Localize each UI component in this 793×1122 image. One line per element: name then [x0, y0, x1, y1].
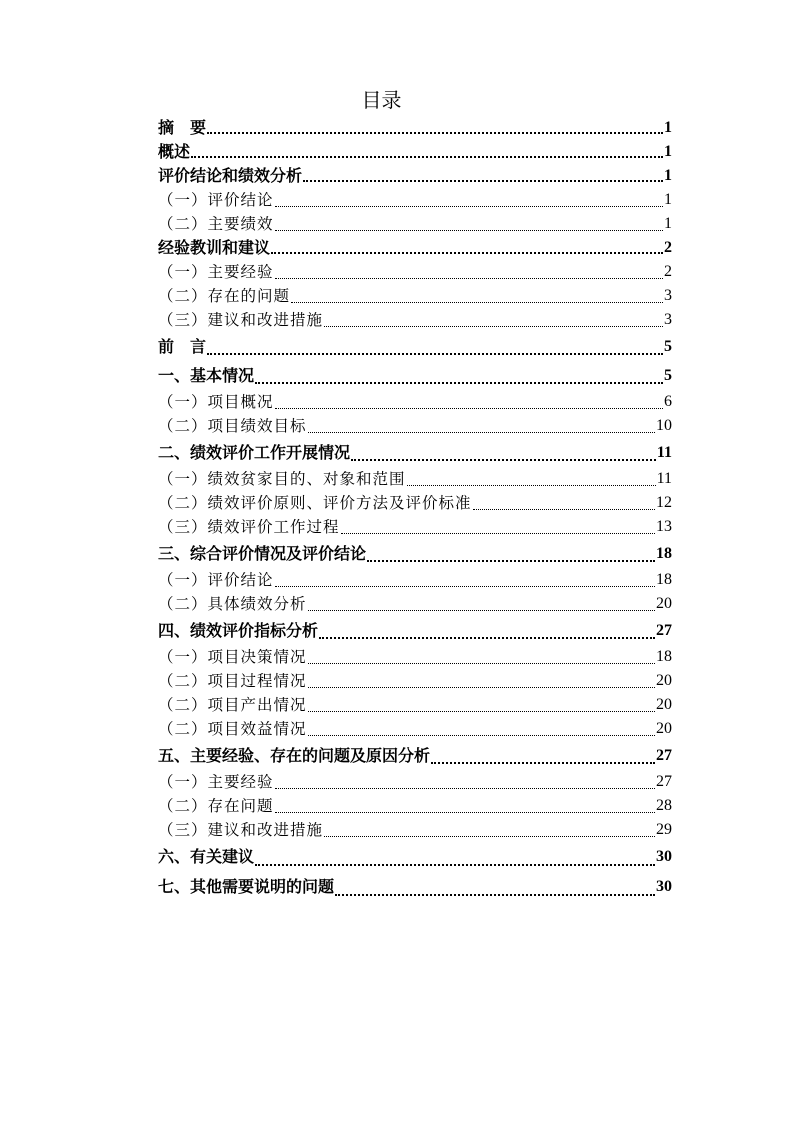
toc-entry-label: 七、其他需要说明的问题: [158, 877, 335, 896]
toc-entry[interactable]: [158, 116, 672, 140]
toc-page-number: 1: [664, 191, 672, 208]
toc-entry-label: （一）主要经验: [158, 773, 274, 791]
toc-entry[interactable]: [158, 645, 672, 669]
toc-page-number: 20: [656, 672, 672, 689]
toc-entry-label: （一）项目概况: [158, 393, 274, 411]
toc-page-number: 3: [664, 311, 672, 328]
toc-entry[interactable]: [158, 438, 672, 467]
toc-entry[interactable]: [158, 361, 672, 390]
toc-page-number: 18: [656, 571, 672, 588]
dot-leader: [275, 812, 655, 813]
toc-entry[interactable]: [158, 717, 672, 741]
toc-entry-label: 一、基本情况: [158, 366, 255, 385]
toc-page-number: 27: [656, 622, 672, 639]
toc-entry[interactable]: [158, 164, 672, 188]
dot-leader: [275, 206, 663, 207]
toc-page-number: 20: [656, 720, 672, 737]
dot-leader: [275, 788, 655, 789]
dot-leader: [207, 353, 663, 355]
toc-entry-label: 二、绩效评价工作开展情况: [158, 443, 351, 462]
dot-leader: [275, 408, 663, 409]
toc-page-number: 5: [664, 367, 672, 384]
toc-entry-label: （二）存在问题: [158, 797, 274, 815]
toc-entry-label: 四、绩效评价指标分析: [158, 621, 319, 640]
dot-leader: [303, 180, 663, 182]
toc-page-number: 10: [656, 417, 672, 434]
dot-leader: [308, 687, 655, 688]
dot-leader: [319, 637, 655, 639]
dot-leader: [255, 864, 655, 866]
toc-page-number: 27: [656, 747, 672, 764]
toc-entry[interactable]: [158, 741, 672, 770]
dot-leader: [431, 762, 655, 764]
toc-entry-label: 经验教训和建议: [158, 238, 271, 257]
toc-entry[interactable]: [158, 140, 672, 164]
toc-entry[interactable]: [158, 616, 672, 645]
toc-page-number: 12: [656, 494, 672, 511]
toc-entry[interactable]: [158, 539, 672, 568]
toc-page-number: 20: [656, 595, 672, 612]
dot-leader: [308, 711, 655, 712]
toc-entry-label: （二）主要绩效: [158, 215, 274, 233]
dot-leader: [291, 302, 663, 303]
dot-leader: [308, 432, 655, 433]
dot-leader: [324, 836, 655, 837]
toc-page-number: 27: [656, 773, 672, 790]
toc-entry[interactable]: [158, 414, 672, 438]
toc-page-number: 1: [664, 215, 672, 232]
toc-page-number: 5: [664, 338, 672, 355]
toc-entry-label: （三）建议和改进措施: [158, 311, 324, 329]
toc-entry-label: （一）主要经验: [158, 263, 274, 281]
dot-leader: [308, 735, 655, 736]
dot-leader: [191, 156, 663, 158]
toc-page-number: 18: [656, 545, 672, 562]
toc-entry-label: （二）项目效益情况: [158, 720, 307, 738]
toc-entry[interactable]: [158, 770, 672, 794]
toc-page-number: 11: [656, 470, 672, 487]
toc-entry[interactable]: [158, 390, 672, 414]
toc-page-number: 20: [656, 696, 672, 713]
dot-leader: [341, 533, 655, 534]
toc-entry-label: （二）项目绩效目标: [158, 417, 307, 435]
toc-entry[interactable]: [158, 669, 672, 693]
toc-entry[interactable]: [158, 260, 672, 284]
toc-entry[interactable]: [158, 693, 672, 717]
toc-entry-label: 评价结论和绩效分析: [158, 166, 303, 185]
toc-entry[interactable]: [158, 491, 672, 515]
toc-page-number: 2: [664, 239, 672, 256]
toc-entry[interactable]: [158, 842, 672, 872]
toc-entry-label: 概述: [158, 142, 191, 161]
toc-title: 目录: [361, 88, 402, 112]
toc-entry[interactable]: [158, 236, 672, 260]
toc-entry[interactable]: [158, 818, 672, 842]
dot-leader: [207, 132, 663, 134]
toc-entry[interactable]: [158, 212, 672, 236]
dot-leader: [473, 509, 655, 510]
toc-entry-label: 摘 要: [158, 118, 207, 137]
toc-entry[interactable]: [158, 308, 672, 332]
toc-entry-label: （二）绩效评价原则、评价方法及评价标准: [158, 494, 472, 512]
toc-entry[interactable]: [158, 284, 672, 308]
toc-entry-label: （二）具体绩效分析: [158, 595, 307, 613]
toc-page-number: 1: [664, 143, 672, 160]
toc-entry-label: 三、综合评价情况及评价结论: [158, 544, 367, 563]
dot-leader: [335, 894, 655, 896]
dot-leader: [271, 252, 663, 254]
toc-entry[interactable]: [158, 592, 672, 616]
toc-entry[interactable]: [158, 872, 672, 902]
toc-page-number: 28: [656, 797, 672, 814]
toc-entry[interactable]: [158, 568, 672, 592]
toc-entry-label: 五、主要经验、存在的问题及原因分析: [158, 746, 431, 765]
dot-leader: [275, 586, 655, 587]
dot-leader: [275, 230, 663, 231]
toc-page-number: 1: [664, 167, 672, 184]
dot-leader: [351, 459, 656, 461]
toc-entry-label: 前 言: [158, 337, 207, 356]
toc-page-number: 29: [656, 821, 672, 838]
toc-page-number: 13: [656, 518, 672, 535]
dot-leader: [255, 382, 663, 384]
toc-page-number: 11: [656, 444, 672, 461]
dot-leader: [275, 278, 663, 279]
dot-leader: [308, 610, 655, 611]
toc-page-number: 18: [656, 648, 672, 665]
toc-entry[interactable]: [158, 332, 672, 361]
toc-entry-label: （一）评价结论: [158, 191, 274, 209]
toc-entry[interactable]: [158, 188, 672, 212]
dot-leader: [407, 485, 656, 486]
toc-entry-label: （二）存在的问题: [158, 287, 291, 305]
toc-entry-label: 六、有关建议: [158, 847, 255, 866]
toc-entry-label: （二）项目过程情况: [158, 672, 307, 690]
toc-entry-label: （三）建议和改进措施: [158, 821, 324, 839]
dot-leader: [324, 326, 663, 327]
toc-entry-label: （二）项目产出情况: [158, 696, 307, 714]
toc-entry-label: （一）绩效贫家目的、对象和范围: [158, 470, 406, 488]
toc-entry-label: （一）评价结论: [158, 571, 274, 589]
toc-page-number: 3: [664, 287, 672, 304]
toc-entry[interactable]: [158, 515, 672, 539]
toc-page-number: 30: [656, 878, 672, 895]
toc-entry-label: （三）绩效评价工作过程: [158, 518, 340, 536]
toc-page-number: 1: [664, 119, 672, 136]
toc-list: [158, 116, 672, 902]
toc-page-number: 2: [664, 263, 672, 280]
dot-leader: [308, 663, 655, 664]
dot-leader: [367, 560, 655, 562]
toc-entry-label: （一）项目决策情况: [158, 648, 307, 666]
toc-entry[interactable]: [158, 467, 672, 491]
toc-entry[interactable]: [158, 794, 672, 818]
toc-page-number: 6: [664, 393, 672, 410]
toc-page-number: 30: [656, 848, 672, 865]
